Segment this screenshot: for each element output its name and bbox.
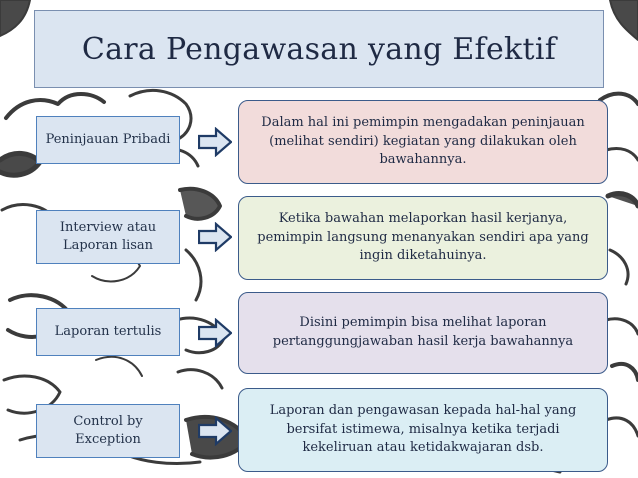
- description-text: Disini pemimpin bisa melihat laporan pertanggungjawaban hasil kerja bawahannya: [272, 315, 574, 349]
- description-interview-laporan-lisan: [238, 196, 608, 280]
- label-control-by-exception: [36, 404, 180, 458]
- label-text: Control by Exception: [73, 414, 143, 447]
- description-text: Laporan dan pengawasan kepada hal-hal yang bersifat istimewa, misalnya ketika terjadi kekeliruan atau ketidakwajaran dsb.: [269, 402, 577, 456]
- label-laporan-tertulis: [36, 308, 180, 356]
- label-peninjauan-pribadi: [36, 116, 180, 164]
- description-text: Ketika bawahan melaporkan hasil kerjanya, pemimpin langsung menanyakan sendiri apa yang ingin diketahuinya.: [257, 210, 589, 264]
- description-peninjauan-pribadi: [238, 100, 608, 184]
- description-laporan-tertulis: [238, 292, 608, 374]
- right-arrow-icon: [198, 222, 232, 252]
- label-text: Laporan tertulis: [54, 324, 162, 340]
- page-title: Cara Pengawasan yang Efektif: [81, 31, 557, 67]
- right-arrow-icon: [198, 127, 232, 157]
- label-interview-laporan-lisan: [36, 210, 180, 264]
- right-arrow-icon: [198, 318, 232, 348]
- description-text: Dalam hal ini pemimpin mengadakan peninjauan (melihat sendiri) kegiatan yang dilakukan oleh bawahannya.: [261, 114, 585, 168]
- right-arrow-icon: [198, 416, 232, 446]
- title-banner: [34, 10, 604, 88]
- label-text: Interview atau Laporan lisan: [59, 220, 157, 253]
- label-text: Peninjauan Pribadi: [45, 132, 171, 148]
- description-control-by-exception: [238, 388, 608, 472]
